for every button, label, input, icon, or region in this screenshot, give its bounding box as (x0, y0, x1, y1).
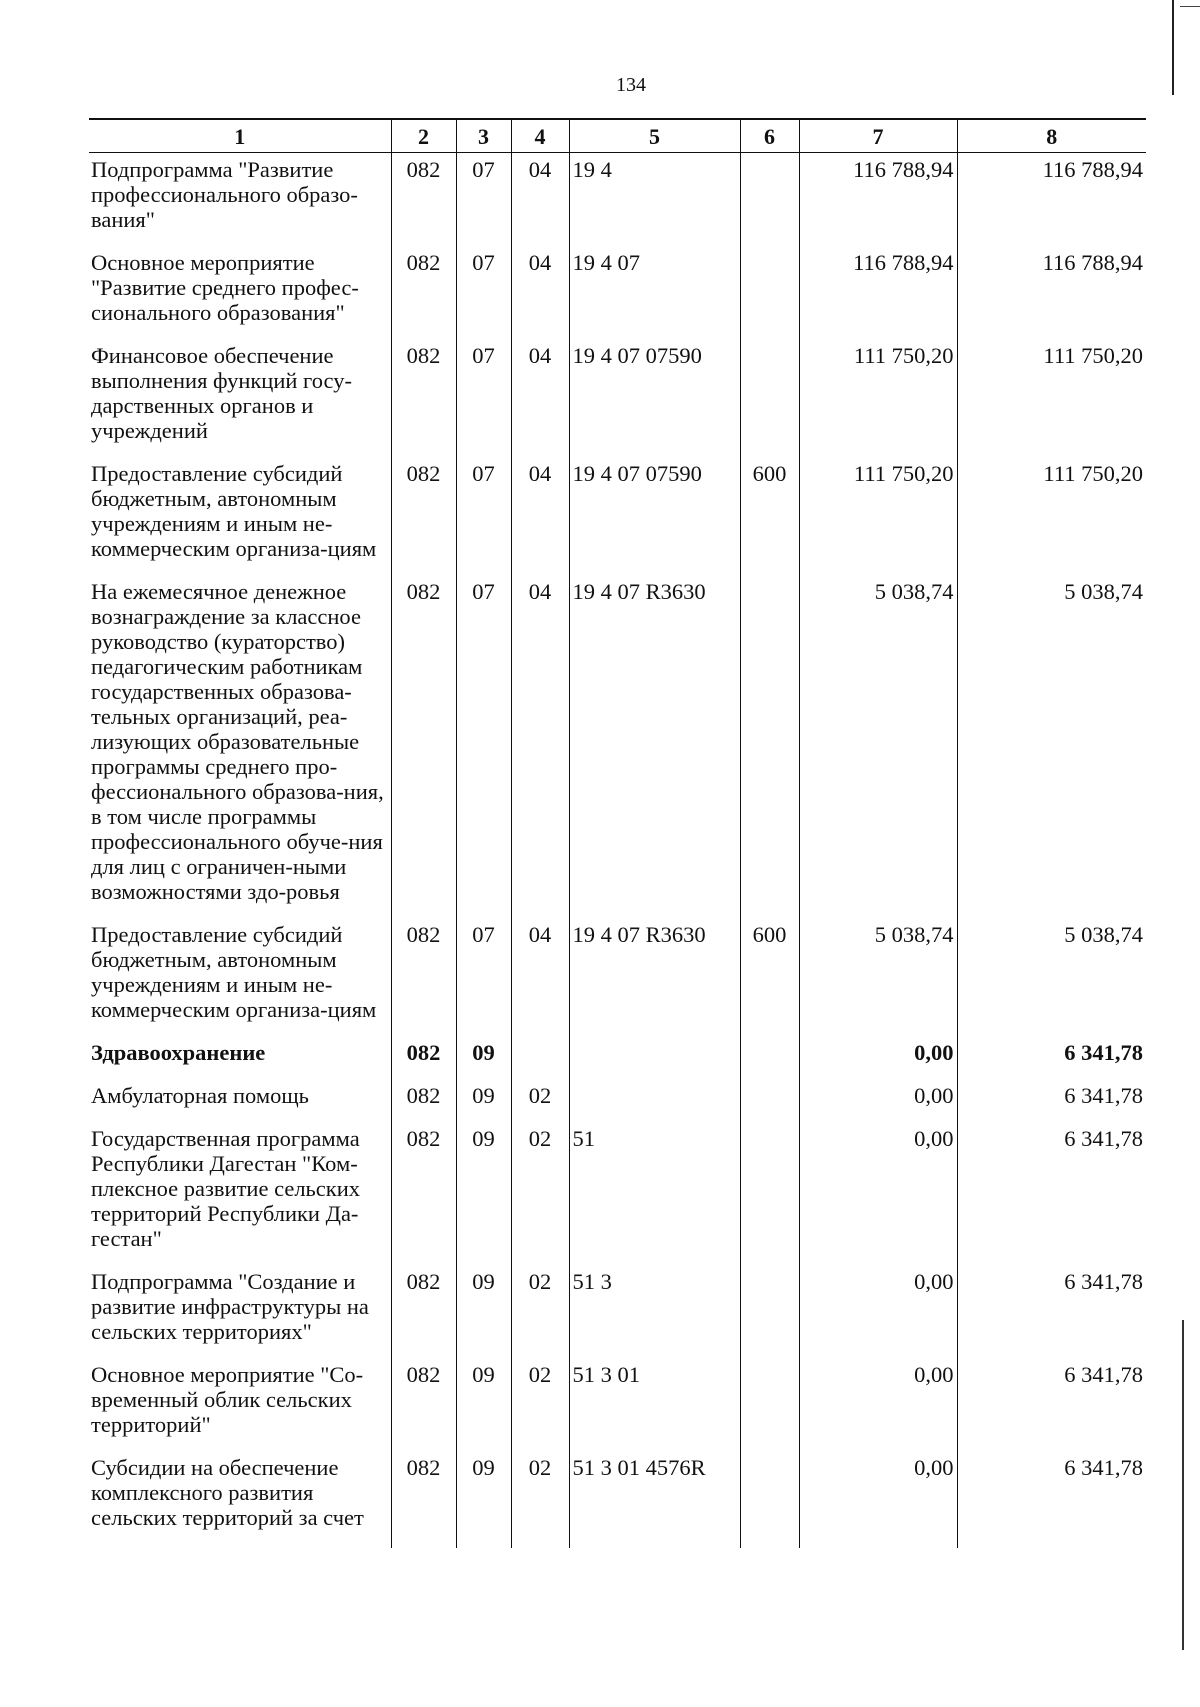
cell-col-5 (569, 1079, 740, 1122)
cell-col-7: 0,00 (799, 1122, 957, 1265)
cell-col-8: 6 341,78 (957, 1122, 1146, 1265)
table-row (89, 575, 1146, 918)
cell-col-2: 082 (391, 1122, 456, 1265)
cell-col-7: 116 788,94 (799, 246, 957, 339)
cell-col-2: 082 (391, 1358, 456, 1451)
cell-col-7: 0,00 (799, 1358, 957, 1451)
table-row (89, 339, 1146, 457)
column-header: 6 (740, 119, 799, 153)
table-row (89, 918, 1146, 1036)
cell-col-7: 116 788,94 (799, 153, 957, 247)
cell-col-7: 5 038,74 (799, 918, 957, 1036)
cell-col-2: 082 (391, 339, 456, 457)
cell-col-8: 111 750,20 (957, 339, 1146, 457)
cell-col-7: 0,00 (799, 1265, 957, 1358)
cell-col-7: 111 750,20 (799, 339, 957, 457)
cell-col-6 (740, 575, 799, 918)
scan-edge-line (1182, 1320, 1184, 1650)
cell-col-7: 111 750,20 (799, 457, 957, 575)
cell-col-4: 02 (511, 1265, 569, 1358)
cell-col-4: 02 (511, 1122, 569, 1265)
cell-col-5: 51 3 (569, 1265, 740, 1358)
column-header: 7 (799, 119, 957, 153)
cell-col-8: 116 788,94 (957, 246, 1146, 339)
column-header: 8 (957, 119, 1146, 153)
column-header: 4 (511, 119, 569, 153)
cell-col-3: 09 (456, 1036, 511, 1079)
table-row (89, 1451, 1146, 1548)
cell-col-5: 51 (569, 1122, 740, 1265)
cell-col-7: 5 038,74 (799, 575, 957, 918)
row-name-cell: Подпрограмма "Развитие профессионального образо-вания" (91, 157, 358, 232)
cell-col-5 (569, 1036, 740, 1079)
budget-table (89, 118, 1146, 1548)
cell-col-6 (740, 1451, 799, 1548)
cell-col-3: 09 (456, 1079, 511, 1122)
cell-col-8: 116 788,94 (957, 153, 1146, 247)
page-number: 134 (616, 74, 646, 96)
cell-col-5: 19 4 07 (569, 246, 740, 339)
cell-col-3: 07 (456, 339, 511, 457)
cell-col-4: 04 (511, 918, 569, 1036)
row-name-cell: Предоставление субсидий бюджетным, автономным учреждениям и иным не-коммерческим организа-циям (91, 461, 377, 561)
scan-edge-line (1180, 6, 1200, 7)
cell-col-8: 6 341,78 (957, 1079, 1146, 1122)
cell-col-6 (740, 1079, 799, 1122)
cell-col-3: 07 (456, 575, 511, 918)
cell-col-8: 5 038,74 (957, 918, 1146, 1036)
cell-col-2: 082 (391, 918, 456, 1036)
row-name-cell: Основное мероприятие "Развитие среднего профес-сионального образования" (91, 250, 359, 325)
cell-col-8: 6 341,78 (957, 1451, 1146, 1548)
cell-col-4: 04 (511, 153, 569, 247)
table-row (89, 1079, 1146, 1122)
table-row (89, 153, 1146, 247)
cell-col-6 (740, 1122, 799, 1265)
column-header: 1 (89, 119, 391, 153)
cell-col-2: 082 (391, 575, 456, 918)
cell-col-6 (740, 1358, 799, 1451)
table-row (89, 457, 1146, 575)
cell-col-5: 19 4 07 07590 (569, 339, 740, 457)
row-name-cell: Предоставление субсидий бюджетным, автономным учреждениям и иным не-коммерческим организа-циям (91, 922, 377, 1022)
cell-col-8: 6 341,78 (957, 1036, 1146, 1079)
cell-col-6: 600 (740, 457, 799, 575)
table-row (89, 1358, 1146, 1451)
cell-col-4: 02 (511, 1079, 569, 1122)
column-header: 3 (456, 119, 511, 153)
cell-col-3: 07 (456, 918, 511, 1036)
row-name-cell: Субсидии на обеспечение комплексного развития сельских территорий за счет (91, 1455, 364, 1530)
cell-col-3: 09 (456, 1122, 511, 1265)
cell-col-6 (740, 339, 799, 457)
cell-col-5: 19 4 07 R3630 (569, 918, 740, 1036)
table-header-row (89, 119, 1146, 153)
cell-col-3: 09 (456, 1358, 511, 1451)
cell-col-2: 082 (391, 457, 456, 575)
column-header: 2 (391, 119, 456, 153)
cell-col-5: 19 4 07 R3630 (569, 575, 740, 918)
row-name-cell: Здравоохранение (91, 1040, 266, 1065)
row-name-cell: Амбулаторная помощь (91, 1083, 309, 1108)
cell-col-2: 082 (391, 1079, 456, 1122)
cell-col-2: 082 (391, 153, 456, 247)
row-name-cell: Государственная программа Республики Дагестан "Ком-плексное развитие сельских территорий Республики Да-гестан" (91, 1126, 361, 1251)
cell-col-2: 082 (391, 246, 456, 339)
cell-col-2: 082 (391, 1265, 456, 1358)
cell-col-5: 19 4 07 07590 (569, 457, 740, 575)
cell-col-7: 0,00 (799, 1036, 957, 1079)
cell-col-4: 04 (511, 575, 569, 918)
cell-col-8: 6 341,78 (957, 1358, 1146, 1451)
table-row (89, 1265, 1146, 1358)
cell-col-2: 082 (391, 1451, 456, 1548)
cell-col-7: 0,00 (799, 1079, 957, 1122)
cell-col-5: 51 3 01 (569, 1358, 740, 1451)
cell-col-4: 04 (511, 457, 569, 575)
table-row (89, 246, 1146, 339)
cell-col-3: 07 (456, 246, 511, 339)
cell-col-3: 09 (456, 1451, 511, 1548)
cell-col-6 (740, 153, 799, 247)
cell-col-4: 04 (511, 246, 569, 339)
cell-col-6 (740, 246, 799, 339)
row-name-cell: Основное мероприятие "Со-временный облик сельских территорий" (91, 1362, 364, 1437)
cell-col-8: 5 038,74 (957, 575, 1146, 918)
cell-col-8: 111 750,20 (957, 457, 1146, 575)
cell-col-6 (740, 1265, 799, 1358)
cell-col-5: 51 3 01 4576R (569, 1451, 740, 1548)
table-row (89, 1036, 1146, 1079)
cell-col-6 (740, 1036, 799, 1079)
row-name-cell: Финансовое обеспечение выполнения функций госу-дарственных органов и учреждений (91, 343, 352, 443)
cell-col-3: 07 (456, 457, 511, 575)
cell-col-4: 04 (511, 339, 569, 457)
table-row (89, 1122, 1146, 1265)
row-name-cell: Подпрограмма "Создание и развитие инфраструктуры на сельских территориях" (91, 1269, 369, 1344)
cell-col-5: 19 4 (569, 153, 740, 247)
cell-col-6: 600 (740, 918, 799, 1036)
cell-col-3: 09 (456, 1265, 511, 1358)
cell-col-8: 6 341,78 (957, 1265, 1146, 1358)
row-name-cell: На ежемесячное денежное вознаграждение за классное руководство (кураторство) педагогическим работникам государственных образова-тельных организаций, реа-лизующих образовательные программы среднего про-фессионального образова-ния, в том числе программы профессионального обуче-ния для лиц с ограничен-ными возможностями здо-ровья (91, 579, 384, 904)
cell-col-4 (511, 1036, 569, 1079)
column-header: 5 (569, 119, 740, 153)
cell-col-4: 02 (511, 1451, 569, 1548)
cell-col-3: 07 (456, 153, 511, 247)
cell-col-7: 0,00 (799, 1451, 957, 1548)
cell-col-2: 082 (391, 1036, 456, 1079)
cell-col-4: 02 (511, 1358, 569, 1451)
